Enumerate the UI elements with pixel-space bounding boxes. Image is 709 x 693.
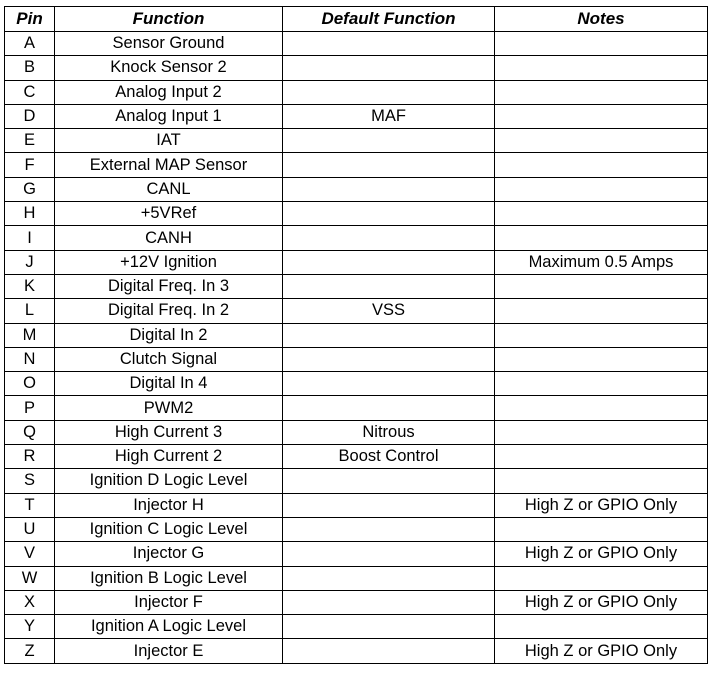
notes-cell	[495, 32, 708, 56]
pin-cell: J	[5, 250, 55, 274]
table-row	[5, 32, 708, 56]
notes-cell	[495, 177, 708, 201]
notes-cell: High Z or GPIO Only	[495, 590, 708, 614]
table-row	[5, 372, 708, 396]
table-row	[5, 566, 708, 590]
table-row	[5, 177, 708, 201]
pin-cell: O	[5, 372, 55, 396]
notes-cell	[495, 56, 708, 80]
table-row	[5, 80, 708, 104]
pin-cell: U	[5, 517, 55, 541]
default-function-cell	[283, 493, 495, 517]
pin-cell: K	[5, 274, 55, 298]
notes-cell: High Z or GPIO Only	[495, 493, 708, 517]
default-function-cell	[283, 250, 495, 274]
default-function-cell	[283, 80, 495, 104]
pin-cell: Y	[5, 615, 55, 639]
function-cell: Injector H	[55, 493, 283, 517]
default-function-cell	[283, 396, 495, 420]
pin-cell: E	[5, 129, 55, 153]
table-row	[5, 323, 708, 347]
default-function-cell	[283, 469, 495, 493]
notes-cell	[495, 299, 708, 323]
header-row	[5, 7, 708, 32]
notes-cell	[495, 566, 708, 590]
notes-cell	[495, 372, 708, 396]
notes-cell	[495, 517, 708, 541]
default-function-cell	[283, 177, 495, 201]
notes-cell	[495, 202, 708, 226]
default-function-cell	[283, 129, 495, 153]
pin-cell: H	[5, 202, 55, 226]
pin-cell: A	[5, 32, 55, 56]
function-cell: Analog Input 2	[55, 80, 283, 104]
default-function-cell	[283, 566, 495, 590]
default-function-cell: Boost Control	[283, 445, 495, 469]
table-row	[5, 445, 708, 469]
notes-cell	[495, 347, 708, 371]
function-cell: CANH	[55, 226, 283, 250]
header-function: Function	[55, 7, 283, 32]
notes-cell	[495, 323, 708, 347]
notes-cell	[495, 396, 708, 420]
function-cell: Injector G	[55, 542, 283, 566]
default-function-cell	[283, 517, 495, 541]
notes-cell: Maximum 0.5 Amps	[495, 250, 708, 274]
header-default-function: Default Function	[283, 7, 495, 32]
function-cell: Sensor Ground	[55, 32, 283, 56]
notes-cell	[495, 420, 708, 444]
default-function-cell	[283, 347, 495, 371]
table-row	[5, 615, 708, 639]
notes-cell	[495, 80, 708, 104]
notes-cell	[495, 445, 708, 469]
notes-cell	[495, 469, 708, 493]
notes-cell	[495, 153, 708, 177]
pin-cell: Q	[5, 420, 55, 444]
default-function-cell	[283, 372, 495, 396]
table-row	[5, 129, 708, 153]
notes-cell	[495, 129, 708, 153]
notes-cell: High Z or GPIO Only	[495, 542, 708, 566]
pin-cell: F	[5, 153, 55, 177]
default-function-cell: VSS	[283, 299, 495, 323]
table-row	[5, 517, 708, 541]
pin-rows	[5, 32, 708, 664]
pinout-table	[4, 6, 708, 664]
pin-cell: N	[5, 347, 55, 371]
default-function-cell	[283, 56, 495, 80]
table-row	[5, 153, 708, 177]
pin-cell: B	[5, 56, 55, 80]
function-cell: +12V Ignition	[55, 250, 283, 274]
default-function-cell	[283, 274, 495, 298]
function-cell: Clutch Signal	[55, 347, 283, 371]
default-function-cell	[283, 590, 495, 614]
table-row	[5, 493, 708, 517]
table-row	[5, 250, 708, 274]
table-row	[5, 104, 708, 128]
pin-cell: D	[5, 104, 55, 128]
table-row	[5, 590, 708, 614]
table-row	[5, 396, 708, 420]
pin-cell: R	[5, 445, 55, 469]
function-cell: Knock Sensor 2	[55, 56, 283, 80]
function-cell: Ignition B Logic Level	[55, 566, 283, 590]
table-row	[5, 202, 708, 226]
notes-cell: High Z or GPIO Only	[495, 639, 708, 663]
default-function-cell	[283, 615, 495, 639]
function-cell: Injector E	[55, 639, 283, 663]
function-cell: CANL	[55, 177, 283, 201]
function-cell: High Current 2	[55, 445, 283, 469]
default-function-cell	[283, 153, 495, 177]
function-cell: Ignition D Logic Level	[55, 469, 283, 493]
pin-cell: T	[5, 493, 55, 517]
pin-cell: S	[5, 469, 55, 493]
notes-cell	[495, 226, 708, 250]
function-cell: Injector F	[55, 590, 283, 614]
pin-cell: Z	[5, 639, 55, 663]
pin-cell: P	[5, 396, 55, 420]
pin-cell: G	[5, 177, 55, 201]
table-row	[5, 639, 708, 663]
notes-cell	[495, 615, 708, 639]
default-function-cell	[283, 323, 495, 347]
notes-cell	[495, 274, 708, 298]
function-cell: High Current 3	[55, 420, 283, 444]
pin-cell: L	[5, 299, 55, 323]
pin-cell: X	[5, 590, 55, 614]
pin-cell: I	[5, 226, 55, 250]
default-function-cell: MAF	[283, 104, 495, 128]
pin-cell: W	[5, 566, 55, 590]
table-row	[5, 469, 708, 493]
function-cell: External MAP Sensor	[55, 153, 283, 177]
table-row	[5, 56, 708, 80]
function-cell: Digital In 4	[55, 372, 283, 396]
table-row	[5, 226, 708, 250]
default-function-cell	[283, 542, 495, 566]
function-cell: Digital In 2	[55, 323, 283, 347]
function-cell: +5VRef	[55, 202, 283, 226]
notes-cell	[495, 104, 708, 128]
function-cell: Ignition C Logic Level	[55, 517, 283, 541]
table-row	[5, 274, 708, 298]
default-function-cell	[283, 32, 495, 56]
default-function-cell	[283, 202, 495, 226]
function-cell: Analog Input 1	[55, 104, 283, 128]
default-function-cell	[283, 639, 495, 663]
function-cell: PWM2	[55, 396, 283, 420]
table-row	[5, 420, 708, 444]
function-cell: Digital Freq. In 3	[55, 274, 283, 298]
table-row	[5, 347, 708, 371]
function-cell: Ignition A Logic Level	[55, 615, 283, 639]
pin-cell: V	[5, 542, 55, 566]
pin-cell: M	[5, 323, 55, 347]
header-pin: Pin	[5, 7, 55, 32]
pin-cell: C	[5, 80, 55, 104]
function-cell: Digital Freq. In 2	[55, 299, 283, 323]
header-notes: Notes	[495, 7, 708, 32]
table-row	[5, 299, 708, 323]
default-function-cell	[283, 226, 495, 250]
default-function-cell: Nitrous	[283, 420, 495, 444]
table-row	[5, 542, 708, 566]
function-cell: IAT	[55, 129, 283, 153]
